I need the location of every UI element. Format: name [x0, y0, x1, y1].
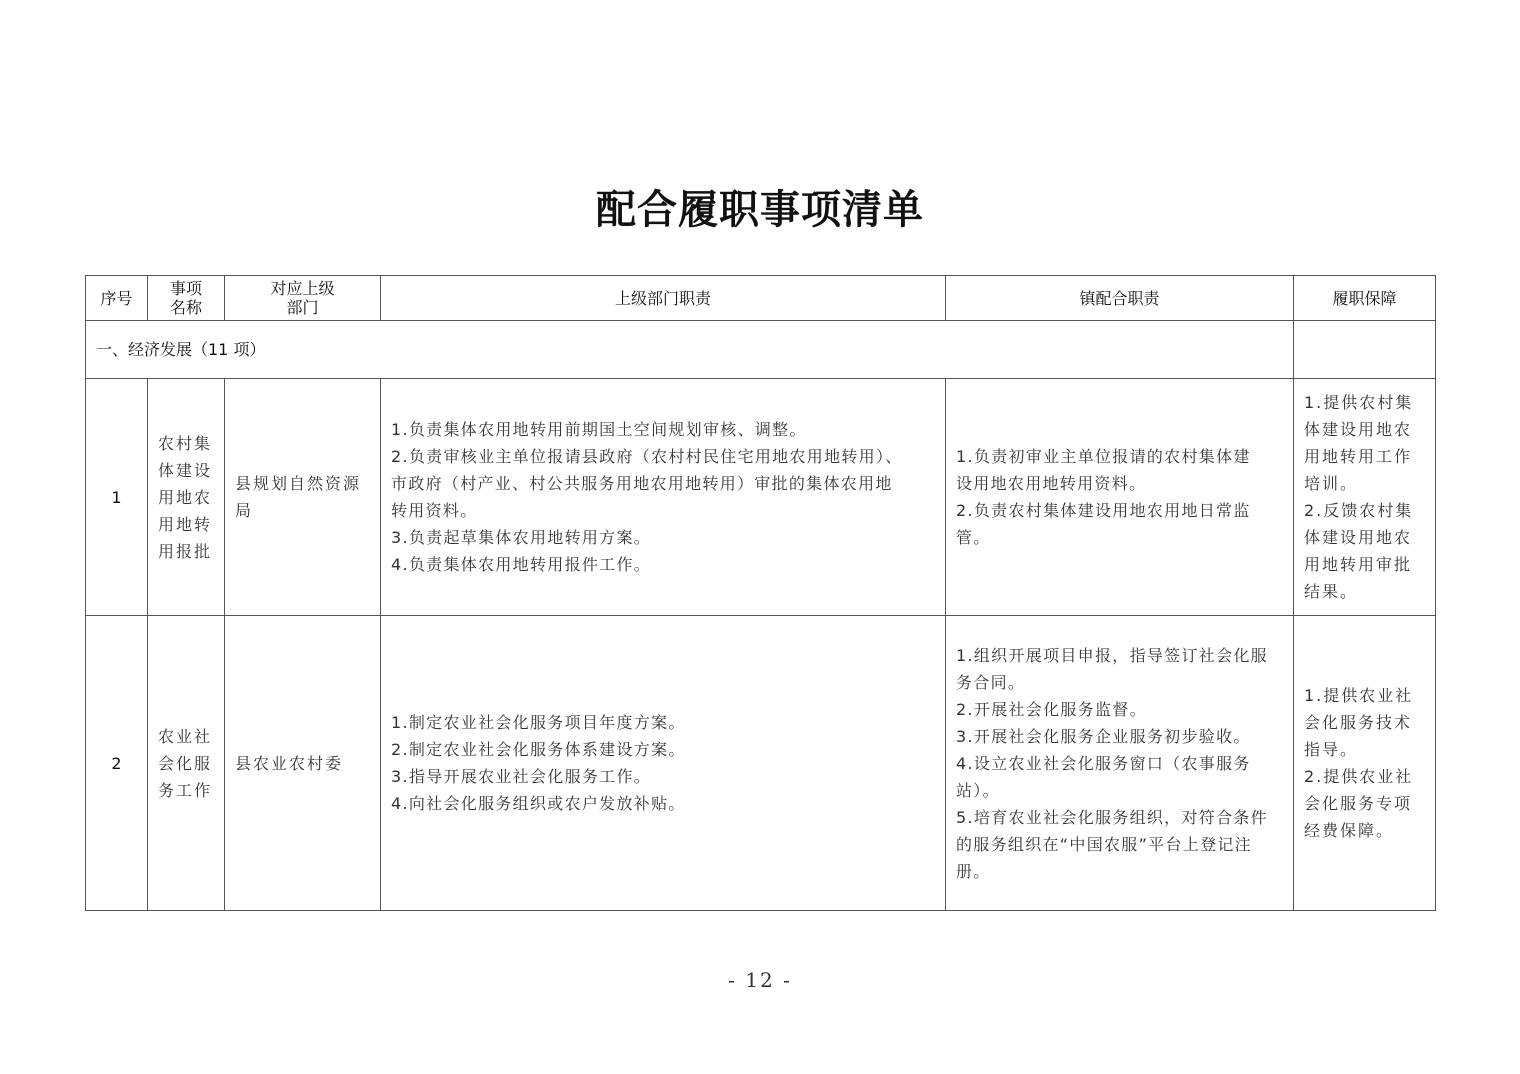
cell-line: 1.负责初审业主单位报请的农村集体建 [956, 447, 1251, 466]
row-superior-dept [225, 616, 381, 911]
row-town-duty [946, 379, 1294, 616]
table-header-row [86, 276, 1436, 321]
cell-line: 局 [235, 501, 254, 520]
cell-line: 会化服务专项 [1304, 794, 1413, 813]
header-superior-duty: 上级部门职责 [381, 276, 946, 321]
cell-line: 市政府（村产业、村公共服务用地农用地转用）审批的集体农用地 [391, 474, 893, 493]
cell-line: 指导。 [1304, 740, 1359, 759]
duty-table [85, 275, 1436, 911]
cell-line: 农村集 [158, 433, 213, 453]
cell-line: 的服务组织在“中国农服”平台上登记注 [956, 834, 1252, 854]
section-row [86, 321, 1436, 379]
cell-line: 1.负责集体农用地转用前期国土空间规划审核、调整。 [391, 420, 807, 439]
row-seq: 1 [86, 379, 148, 616]
cell-line: 体建设 [158, 460, 213, 480]
cell-line: 3.指导开展农业社会化服务工作。 [391, 767, 652, 786]
section-empty-cell [1294, 321, 1436, 379]
cell-line: 转用资料。 [391, 501, 478, 520]
header-item-name [148, 276, 225, 321]
cell-line: 经费保障。 [1304, 821, 1395, 840]
header-item-name-line: 事项 [169, 279, 202, 298]
row-superior-duty [381, 379, 946, 616]
cell-line: 会化服务技术 [1304, 713, 1413, 732]
cell-line: 用报批 [158, 541, 213, 561]
cell-line: 务合同。 [956, 672, 1026, 692]
header-item-name-line: 名称 [169, 298, 202, 317]
table-row [86, 379, 1436, 616]
row-superior-duty [381, 616, 946, 911]
header-superior-dept [225, 276, 381, 321]
cell-line: 培训。 [1304, 474, 1359, 493]
section-heading: 一、经济发展（11 项） [86, 321, 1294, 379]
row-superior-dept [225, 379, 381, 616]
row-seq: 2 [86, 616, 148, 911]
cell-line: 2.提供农业社 [1304, 767, 1414, 786]
cell-line: 用地农 [158, 487, 213, 507]
cell-line: 5.培育农业社会化服务组织，对符合条件 [956, 807, 1268, 827]
cell-line: 用地转用工作 [1304, 447, 1413, 466]
header-superior-dept-line: 部门 [286, 298, 319, 317]
cell-line: 3.开展社会化服务企业服务初步验收。 [956, 726, 1251, 746]
header-superior-dept-line: 对应上级 [270, 279, 335, 298]
cell-line: 1.提供农业社 [1304, 686, 1414, 705]
cell-line: 4.负责集体农用地转用报件工作。 [391, 555, 652, 574]
cell-line: 4.设立农业社会化服务窗口（农事服务 [956, 753, 1251, 773]
cell-line: 4.向社会化服务组织或农户发放补贴。 [391, 794, 686, 813]
header-seq: 序号 [86, 276, 148, 321]
header-guarantee: 履职保障 [1294, 276, 1436, 321]
cell-line: 体建设用地农 [1304, 420, 1413, 439]
cell-line: 3.负责起草集体农用地转用方案。 [391, 528, 652, 547]
cell-line: 务工作 [158, 780, 213, 800]
cell-line: 2.反馈农村集 [1304, 501, 1414, 520]
cell-line: 1.提供农村集 [1304, 393, 1414, 412]
cell-line: 2.负责审核业主单位报请县政府（农村村民住宅用地农用地转用）、 [391, 447, 903, 466]
cell-line: 会化服 [158, 753, 213, 773]
header-town-duty: 镇配合职责 [946, 276, 1294, 321]
cell-line: 管。 [956, 528, 991, 547]
row-item-name [148, 379, 225, 616]
row-guarantee [1294, 616, 1436, 911]
row-guarantee [1294, 379, 1436, 616]
cell-line: 2.开展社会化服务监督。 [956, 699, 1147, 719]
document-title: 配合履职事项清单 [596, 186, 924, 233]
cell-line: 结果。 [1304, 582, 1359, 601]
cell-line: 农业社 [158, 726, 213, 746]
cell-line: 站）。 [956, 780, 1000, 800]
cell-line: 1.组织开展项目申报，指导签订社会化服 [956, 645, 1268, 665]
cell-line: 2.制定农业社会化服务体系建设方案。 [391, 740, 686, 759]
page-number: - 12 - [728, 968, 792, 992]
cell-line: 设用地农用地转用资料。 [956, 474, 1147, 493]
table-row [86, 616, 1436, 911]
row-town-duty [946, 616, 1294, 911]
cell-line: 2.负责农村集体建设用地农用地日常监 [956, 501, 1251, 520]
cell-line: 用地转 [158, 514, 213, 534]
cell-line: 1.制定农业社会化服务项目年度方案。 [391, 713, 686, 732]
row-item-name [148, 616, 225, 911]
cell-line: 用地转用审批 [1304, 555, 1413, 574]
cell-line: 县规划自然资源 [235, 474, 362, 493]
cell-line: 体建设用地农 [1304, 528, 1413, 547]
cell-line: 册。 [956, 861, 991, 881]
cell-line: 县农业农村委 [235, 753, 344, 773]
